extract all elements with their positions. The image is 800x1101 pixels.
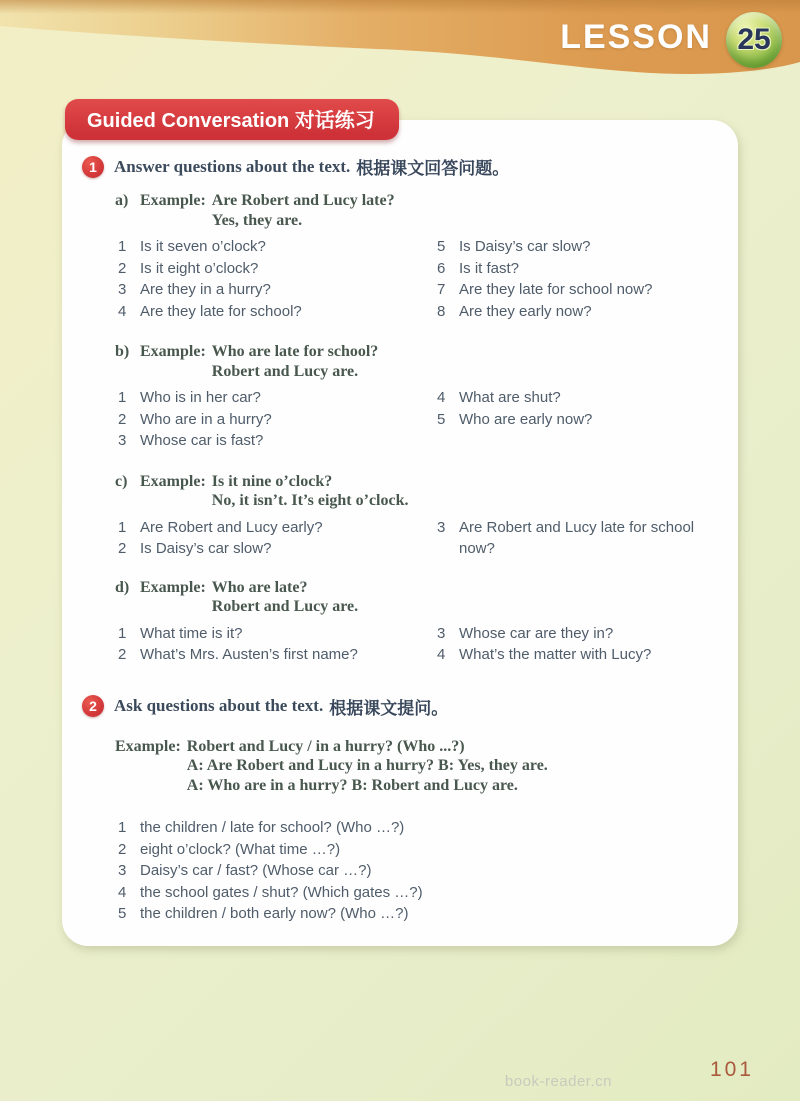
- example-line: Who are late?: [211, 578, 308, 596]
- subsection-d: [82, 578, 702, 666]
- question-number: 3: [118, 862, 127, 879]
- question-item: [437, 236, 702, 258]
- question-number: 4: [437, 389, 446, 406]
- question-text: Is it eight o’clock?: [140, 259, 259, 277]
- question-number: 1: [118, 518, 127, 536]
- question-number: 2: [118, 540, 127, 557]
- question-item: [118, 817, 702, 839]
- section-1-title-chinese: 根据课文回答问题。: [356, 159, 510, 178]
- example-label: Example:: [140, 578, 206, 596]
- question-item: [118, 517, 437, 539]
- question-number: 1: [118, 389, 127, 406]
- question-number: 6: [437, 259, 446, 277]
- subsection-label: a): [115, 192, 129, 209]
- section-2-number-badge: 2: [82, 695, 104, 717]
- question-text: What’s Mrs. Austen’s first name?: [140, 646, 358, 663]
- question-number: 3: [118, 432, 127, 449]
- question-item: [118, 882, 702, 904]
- section-2-title: Ask questions about the text.: [114, 696, 324, 715]
- subsection-a: [82, 191, 702, 322]
- question-text: Daisy’s car / fast? (Whose car …?): [140, 862, 372, 879]
- question-column-left: [118, 387, 437, 452]
- section-banner: Guided Conversation 对话练习: [65, 99, 399, 140]
- question-column-right: [437, 623, 702, 666]
- question-text: Are they in a hurry?: [140, 281, 271, 298]
- question-text: Is Daisy’s car slow?: [140, 540, 272, 557]
- question-text: the children / late for school? (Who …?): [140, 819, 405, 836]
- question-item: [437, 623, 702, 645]
- question-item: [118, 387, 437, 409]
- question-column-left: [118, 236, 437, 322]
- example-lines: [212, 578, 358, 617]
- question-number: 2: [118, 646, 127, 663]
- question-column-left: [118, 517, 437, 560]
- subsection-c: [82, 472, 702, 560]
- watermark: book-reader.cn: [504, 1073, 612, 1090]
- question-number: 5: [118, 905, 127, 922]
- question-number: 2: [118, 410, 127, 428]
- section-2-title-chinese: 根据课文提问。: [329, 698, 449, 718]
- question-item: [118, 903, 702, 925]
- example-lines: [212, 342, 379, 381]
- lesson-label: LESSON: [560, 18, 712, 56]
- question-text: What are shut?: [459, 389, 561, 406]
- example-line: Robert and Lucy / in a hurry? (Who ...?): [186, 737, 465, 755]
- question-item: [437, 517, 702, 560]
- question-item: [118, 236, 437, 258]
- question-text: Are they late for school?: [140, 302, 302, 320]
- example-line: Yes, they are.: [211, 211, 303, 229]
- question-number: 1: [118, 624, 127, 642]
- question-number: 1: [118, 238, 127, 255]
- example-block: [115, 578, 702, 617]
- question-text: the school gates / shut? (Which gates …?): [140, 883, 423, 901]
- question-number: 3: [118, 281, 127, 298]
- example-label: Example:: [140, 472, 206, 490]
- example-line: No, it isn’t. It’s eight o’clock.: [211, 492, 409, 509]
- question-text: Are they late for school now?: [459, 281, 653, 298]
- question-number: 4: [118, 302, 127, 320]
- question-column: [118, 817, 702, 925]
- example-line: Robert and Lucy are.: [211, 362, 359, 380]
- question-text: Who are in a hurry?: [140, 410, 272, 428]
- question-number: 1: [118, 819, 127, 836]
- subsection-label: b): [115, 343, 130, 360]
- section-2-header: [82, 694, 702, 719]
- question-text: Who are early now?: [459, 410, 593, 428]
- question-text: Are Robert and Lucy early?: [140, 518, 323, 536]
- section-1-header: [82, 154, 702, 179]
- question-text: Is it seven o’clock?: [140, 238, 266, 255]
- question-item: [437, 279, 702, 301]
- question-number: 4: [437, 646, 446, 663]
- question-number: 3: [437, 624, 446, 642]
- example-line: Who are late for school?: [211, 343, 379, 360]
- question-item: [118, 258, 437, 280]
- question-item: [437, 644, 702, 666]
- question-text: Is Daisy’s car slow?: [459, 238, 591, 255]
- example-lines: [212, 472, 409, 511]
- question-item: [118, 860, 702, 882]
- question-text: Whose car are they in?: [459, 624, 614, 642]
- example-lines: [212, 191, 395, 230]
- question-item: [118, 409, 437, 431]
- question-item: [118, 301, 437, 323]
- question-number: 5: [437, 410, 446, 428]
- question-text: Who is in her car?: [140, 389, 261, 406]
- question-item: [437, 301, 702, 323]
- question-item: [437, 387, 702, 409]
- question-item: [437, 409, 702, 431]
- subsection-label: c): [115, 472, 128, 490]
- example-line: A: Who are in a hurry? B: Robert and Lucy are.: [186, 776, 518, 794]
- question-item: [118, 623, 437, 645]
- example-line: Robert and Lucy are.: [211, 598, 359, 615]
- example-lines: [187, 737, 548, 796]
- question-item: [118, 839, 702, 861]
- section-1-number-badge: 1: [82, 156, 104, 178]
- question-item: [437, 258, 702, 280]
- subsection-b: [82, 342, 702, 452]
- question-text: What’s the matter with Lucy?: [459, 646, 652, 663]
- example-block: [115, 191, 702, 230]
- question-text: the children / both early now? (Who …?): [140, 905, 409, 922]
- example-label: Example:: [140, 343, 206, 360]
- question-item: [118, 430, 437, 452]
- example-line: A: Are Robert and Lucy in a hurry? B: Yes, they are.: [186, 757, 548, 774]
- question-text: Is it fast?: [459, 259, 520, 277]
- content-card: [62, 120, 738, 946]
- lesson-number: 25: [737, 23, 771, 56]
- question-column-right: [437, 517, 702, 560]
- example-block: [115, 472, 702, 511]
- question-item: [118, 538, 437, 560]
- subsection-label: d): [115, 578, 130, 596]
- question-number: 2: [118, 259, 127, 277]
- question-number: 4: [118, 883, 127, 901]
- question-columns: [118, 236, 702, 322]
- question-number: 8: [437, 302, 446, 320]
- question-text: eight o’clock? (What time …?): [140, 840, 341, 858]
- question-text: Are Robert and Lucy late for school now?: [459, 518, 695, 557]
- question-number: 3: [437, 518, 446, 536]
- question-text: What time is it?: [140, 624, 243, 642]
- question-column-left: [118, 623, 437, 666]
- example-line: Is it nine o’clock?: [211, 472, 333, 490]
- question-columns: [118, 387, 702, 452]
- section-2-question-list: [118, 817, 702, 925]
- question-column-right: [437, 236, 702, 322]
- example-line: Are Robert and Lucy late?: [211, 192, 395, 209]
- question-columns: [118, 623, 702, 666]
- question-column-right: [437, 387, 702, 452]
- section-1-title: Answer questions about the text.: [114, 156, 351, 176]
- question-item: [118, 279, 437, 301]
- example-block: [115, 342, 702, 381]
- question-number: 5: [437, 238, 446, 255]
- question-text: Are they early now?: [459, 302, 592, 320]
- page-number: 101: [709, 1058, 754, 1081]
- lesson-number-badge: [726, 12, 782, 68]
- example-label: Example:: [115, 737, 181, 755]
- question-number: 7: [437, 281, 446, 298]
- question-item: [118, 644, 437, 666]
- question-number: 2: [118, 840, 127, 858]
- section-2-example-block: [115, 737, 702, 796]
- question-text: Whose car is fast?: [140, 432, 264, 449]
- example-label: Example:: [140, 192, 206, 209]
- question-columns: [118, 517, 702, 560]
